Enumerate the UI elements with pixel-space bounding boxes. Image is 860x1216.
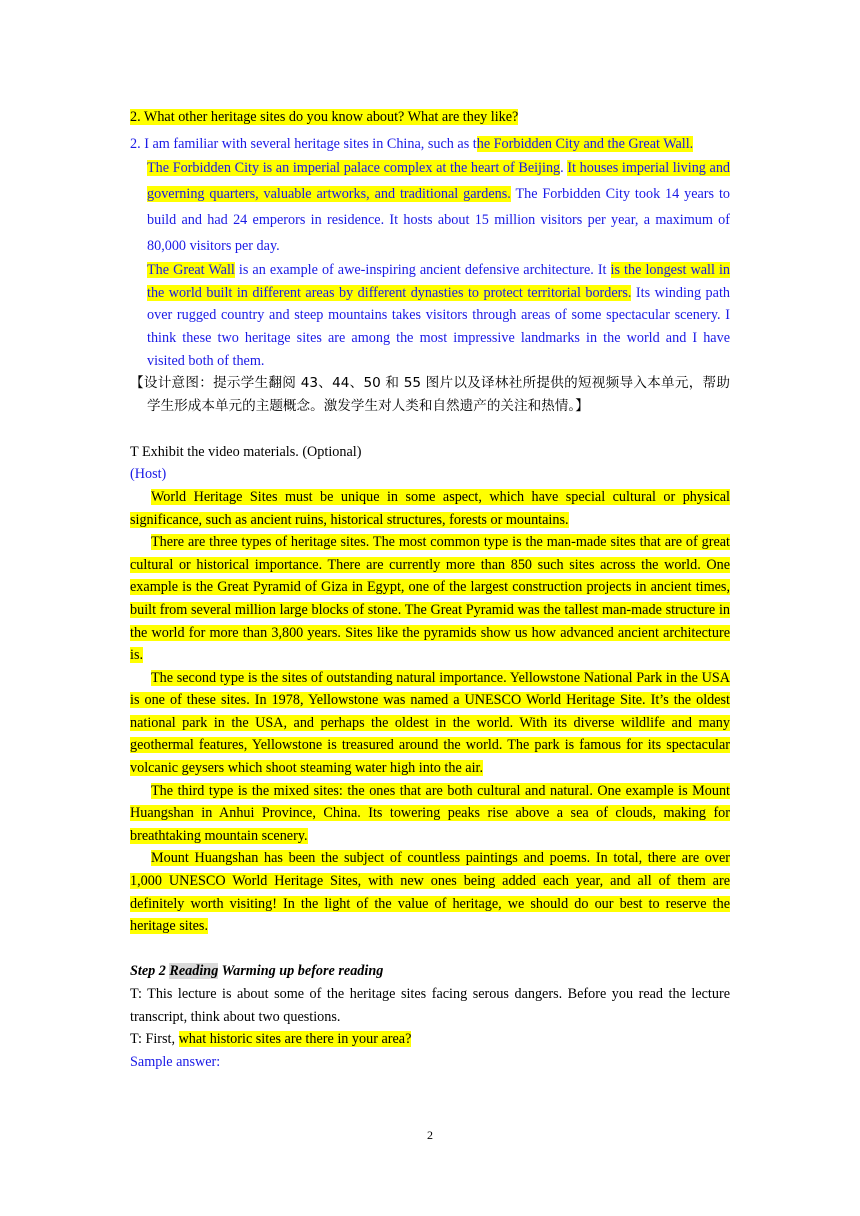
first-question <box>130 1028 730 1051</box>
host-paragraph-1: World Heritage Sites must be unique in some aspect, which have special cultural or physical significance, such as ancient ruins, historical structures, forests or mountains. <box>130 488 730 528</box>
answer-intro-text: 2. I am familiar with several heritage sites in China, such as t <box>130 135 477 152</box>
step-2-reading: Reading <box>169 963 219 980</box>
answer-intro <box>130 133 730 156</box>
answer-2 <box>130 133 730 373</box>
page-number: 2 <box>427 1128 433 1142</box>
step-2-prefix: Step 2 <box>130 963 170 980</box>
exhibit-line: T Exhibit the video materials. (Optional) <box>130 443 362 460</box>
document-body <box>130 106 730 1073</box>
design-note: 【设计意图：提示学生翻阅 43、44、50 和 55 图片以及译林社所提供的短视频导入本单元，帮助学生形成本单元的主题概念。激发学生对人类和自然遗产的关注和热情。】 <box>130 375 730 415</box>
lecture-intro: T: This lecture is about some of the heritage sites facing serous dangers. Before you read the lecture transcript, think about two questions. <box>130 986 730 1025</box>
spacer <box>130 418 730 441</box>
great-wall-highlight-1: The Great Wall <box>147 262 235 279</box>
question-2-text: 2. What other heritage sites do you know about? What are they like? <box>130 109 519 125</box>
spacer <box>130 938 730 961</box>
host-script <box>130 486 730 938</box>
host-paragraph-4: The third type is the mixed sites: the ones that are both cultural and natural. One example is Mount Huangshan in Anhui Province, China. Its towering peaks rise above a sea of clouds, making for breathtaking mountain scenery. <box>130 782 730 844</box>
question-2 <box>130 106 730 129</box>
sample-answer-label: Sample answer: <box>130 1053 221 1070</box>
great-wall-mid: is an example of awe-inspiring ancient defensive architecture. It <box>234 262 611 279</box>
forbidden-city-rest: The Forbidden City took 14 years to build and had 24 emperors in residence. It hosts about 15 million visitors per year, a maximum of 80,000 visitors per day. <box>147 186 730 255</box>
first-question-highlight: what historic sites are there in your area? <box>178 1031 412 1048</box>
answer-intro-highlight: he Forbidden City and the Great Wall. <box>476 135 694 152</box>
great-wall-rest: Its winding path over rugged country and steep mountains takes visitors through areas of some spectacular scenery. I think these two heritage sites are among the most impressive landmarks in the world and I have visited both of them. <box>147 284 730 369</box>
host-paragraph-5: Mount Huangshan has been the subject of countless paintings and poems. In total, there are over 1,000 UNESCO World Heritage Sites, with new ones being added each year, and all of them are definitely worth visiting! In the light of the value of heritage, we should do our best to reserve the heritage sites. <box>130 850 730 935</box>
step-2-heading <box>130 960 730 983</box>
great-wall-highlight-2: is the longest wall in the world built in different areas by different dynasties to protect territorial borders. <box>147 262 730 301</box>
step-2-suffix: Warming up before reading <box>218 963 384 980</box>
host-paragraph-2: There are three types of heritage sites. The most common type is the man-made sites that are of great cultural or historical importance. There are currently more than 850 such sites across the world. One example is the Great Pyramid of Giza in Egypt, one of the largest construction projects in ancient times, built from several million large blocks of stone. The Great Pyramid was the tallest man-made structure in the world for more than 3,800 years. Sites like the pyramids show us how advanced ancient architecture is. <box>130 534 730 664</box>
forbidden-city-paragraph <box>130 155 730 259</box>
host-label: (Host) <box>130 466 167 483</box>
forbidden-city-highlight-2: It houses imperial living and governing quarters, valuable artworks, and traditional gardens. <box>147 160 731 203</box>
forbidden-city-dot: . <box>560 160 568 177</box>
great-wall-paragraph <box>130 259 730 372</box>
host-paragraph-3: The second type is the sites of outstanding natural importance. Yellowstone National Park in the USA is one of these sites. In 1978, Yellowstone was named a UNESCO World Heritage Site. It’s the oldest national park in the USA, and perhaps the oldest in the world. With its diverse wildlife and many geothermal features, Yellowstone is treasured around the world. The park is famous for its spectacular volcanic geysers which shoot steaming water high into the air. <box>130 669 730 777</box>
first-question-prefix: T: First, <box>130 1031 179 1048</box>
forbidden-city-highlight-1: The Forbidden City is an imperial palace complex at the heart of Beijing <box>147 160 561 177</box>
